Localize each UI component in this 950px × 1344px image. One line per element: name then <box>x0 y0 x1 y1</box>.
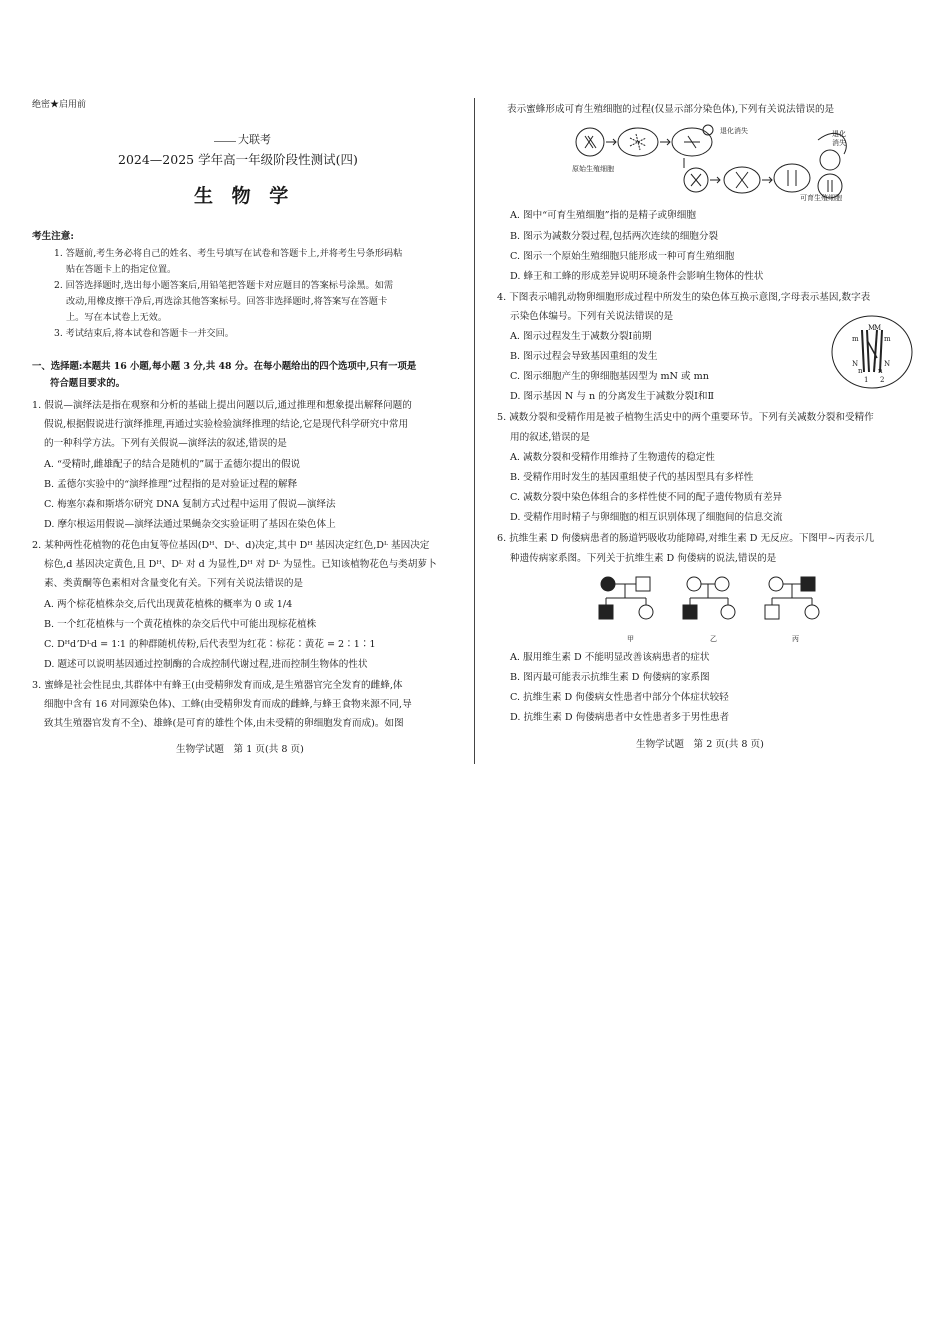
gene-label: m <box>852 335 859 343</box>
gene-label: M <box>868 324 876 332</box>
fig-label-fertile: 可育生殖细胞 <box>800 194 842 202</box>
q5-stem: 5. 减数分裂和受精作用是被子植物生活史中的两个重要环节。下列有关减数分裂和受精作 <box>497 412 874 423</box>
q2-stem: 2. 某种两性花植物的花色由复等位基因(Dᴴ、Dᴸ、d)决定,其中 Dᴴ 基因决定红色,Dᴸ 基因决定 <box>32 540 430 551</box>
gene-label: M <box>874 324 882 332</box>
section-heading: 一、选择题:本题共 16 小题,每小题 3 分,共 48 分。在每小题给出的四个选项中,只有一项是 <box>32 361 417 372</box>
notice-line: 上。写在本试卷上无效。 <box>66 312 168 323</box>
q1-option-d: D. 摩尔根运用假说—演绎法通过果蝇杂交实验证明了基因在染色体上 <box>44 519 336 530</box>
footer-left: 生物学试题 第 1 页(共 8 页) <box>176 744 304 755</box>
q3-option-b: B. 图示为减数分裂过程,包括两次连续的细胞分裂 <box>510 231 719 242</box>
q1-stem: 假说,根据假说进行演绎推理,再通过实验检验演绎推理的结论,它是现代科学研究中常用 <box>44 419 409 430</box>
q4-option-b: B. 图示过程会导致基因重组的发生 <box>510 351 658 362</box>
notice-line: 3. 考试结束后,将本试卷和答题卡一并交回。 <box>54 328 234 339</box>
q3-option-d: D. 蜂王和工蜂的形成差异说明环境条件会影响生物体的性状 <box>510 271 764 282</box>
meiosis-figure <box>568 120 860 202</box>
q4-stem: 示染色体编号。下列有关说法错误的是 <box>510 311 674 322</box>
q6-stem: 种遗传病家系图。下列关于抗维生素 D 佝偻病的说法,错误的是 <box>510 553 777 564</box>
q6-option-b: B. 图丙最可能表示抗维生素 D 佝偻病的家系图 <box>510 672 710 683</box>
q6-option-d: D. 抗维生素 D 佝偻病患者中女性患者多于男性患者 <box>510 712 730 723</box>
q4-stem: 4. 下图表示哺乳动物卵细胞形成过程中所发生的染色体互换示意图,字母表示基因,数字表 <box>497 292 871 303</box>
subject-title: 生 物 学 <box>194 185 295 207</box>
q1-stem: 的一种科学方法。下列有关假说—演绎法的叙述,错误的是 <box>44 438 287 449</box>
fig-label-degenerate-2: 退化消失 <box>832 130 846 147</box>
fig-label-degenerate-1: 退化消失 <box>720 127 748 135</box>
q2-stem: 棕色,d 基因决定黄色,且 Dᴴ、Dᴸ 对 d 为显性,Dᴴ 对 Dᴸ 为显性。已知该植物花色与类胡萝卜 <box>44 559 437 570</box>
q3-stem-cont: 表示蜜蜂形成可育生殖细胞的过程(仅显示部分染色体),下列有关说法错误的是 <box>507 104 835 115</box>
gene-label: m <box>884 335 891 343</box>
gene-label: N <box>852 360 859 368</box>
q3-stem: 致其生殖器官发育不全)、雄蜂(是可育的雄性个体,由未受精的卵细胞发育而成)。如图 <box>44 718 404 729</box>
q2-option-b: B. 一个红花植株与一个黄花植株的杂交后代中可能出现棕花植株 <box>44 619 317 630</box>
notice-line: 贴在答题卡上的指定位置。 <box>66 264 177 275</box>
pedigree-label-bing: 丙 <box>792 635 799 643</box>
q6-option-a: A. 服用维生素 D 不能明显改善该病患者的症状 <box>510 652 710 663</box>
notice-title: 考生注意: <box>32 231 74 242</box>
q1-option-c: C. 梅塞尔森和斯塔尔研究 DNA 复制方式过程中运用了假说—演绎法 <box>44 499 336 510</box>
q4-option-c: C. 图示细胞产生的卵细胞基因型为 mN 或 mn <box>510 371 709 382</box>
gene-label: N <box>884 360 891 368</box>
redaction-mark <box>214 141 236 142</box>
q3-option-a: A. 图中“可育生殖细胞”指的是精子或卵细胞 <box>510 210 696 221</box>
q3-option-c: C. 图示一个原始生殖细胞只能形成一种可育生殖细胞 <box>510 251 735 262</box>
gene-label: n <box>878 367 883 375</box>
q5-stem: 用的叙述,错误的是 <box>510 432 590 443</box>
alliance-title: 大联考 <box>238 133 271 146</box>
q5-option-c: C. 减数分裂中染色体组合的多样性使不同的配子遗传物质有差异 <box>510 492 783 503</box>
q1-stem: 1. 假说—演绎法是指在观察和分析的基础上提出问题以后,通过推理和想象提出解释问题的 <box>32 400 412 411</box>
notice-line: 1. 答题前,考生务必将自己的姓名、考生号填写在试卷和答题卡上,并将考生号条形码粘 <box>54 248 403 259</box>
pedigree-label-yi: 乙 <box>710 635 717 643</box>
section-heading-cont: 符合题目要求的。 <box>50 378 126 389</box>
fig-label-primordial: 原始生殖细胞 <box>572 165 614 173</box>
q2-option-a: A. 两个棕花植株杂交,后代出现黄花植株的概率为 0 或 1/4 <box>44 599 293 610</box>
pedigree-label-jia: 甲 <box>627 635 634 643</box>
q4-option-d: D. 图示基因 N 与 n 的分离发生于减数分裂Ⅰ和Ⅱ <box>510 391 715 402</box>
q3-stem: 细胞中含有 16 对同源染色体)、工蜂(由受精卵发育而成的雌蜂,与蜂王食物来源不同,导 <box>44 699 412 710</box>
chromosome-number: 2 <box>880 376 885 384</box>
q2-option-d: D. 题述可以说明基因通过控制酶的合成控制代谢过程,进而控制生物体的性状 <box>44 659 368 670</box>
q6-stem: 6. 抗维生素 D 佝偻病患者的肠道钙吸收功能障碍,对维生素 D 无反应。下图甲~丙表示几 <box>497 533 875 544</box>
q1-option-a: A. “受精时,雌雄配子的结合是随机的”属于孟德尔提出的假说 <box>44 459 301 470</box>
gene-label: n <box>858 367 863 375</box>
pedigree-figure <box>594 574 854 630</box>
q5-option-d: D. 受精作用时精子与卵细胞的相互识别体现了细胞间的信息交流 <box>510 512 783 523</box>
q1-option-b: B. 孟德尔实验中的“演绎推理”过程指的是对验证过程的解释 <box>44 479 298 490</box>
q5-option-a: A. 减数分裂和受精作用维持了生物遗传的稳定性 <box>510 452 715 463</box>
secret-label: 绝密★启用前 <box>32 100 87 110</box>
notice-line: 改动,用橡皮擦干净后,再选涂其他答案标号。回答非选择题时,将答案写在答题卡 <box>66 296 388 307</box>
chromosome-number: 1 <box>864 376 869 384</box>
column-divider <box>474 98 475 764</box>
q2-option-c: C. DᴴdʼDᴸd = 1∶1 的种群随机传粉,后代表型为红花∶棕花∶黄花 = 2∶1∶1 <box>44 639 376 650</box>
notice-line: 2. 回答选择题时,选出每小题答案后,用铅笔把答题卡对应题目的答案标号涂黑。如需 <box>54 280 394 291</box>
footer-right: 生物学试题 第 2 页(共 8 页) <box>636 739 764 750</box>
q2-stem: 素、类黄酮等色素相对含量变化有关。下列有关说法错误的是 <box>44 578 304 589</box>
q4-option-a: A. 图示过程发生于减数分裂Ⅰ前期 <box>510 331 652 342</box>
q5-option-b: B. 受精作用时发生的基因重组使子代的基因型具有多样性 <box>510 472 754 483</box>
q6-option-c: C. 抗维生素 D 佝偻病女性患者中部分个体症状较轻 <box>510 692 729 703</box>
q3-stem: 3. 蜜蜂是社会性昆虫,其群体中有蜂王(由受精卵发育而成,是生殖器官完全发育的雌蜂,体 <box>32 680 403 691</box>
exam-title: 2024—2025 学年高一年级阶段性测试(四) <box>118 152 358 167</box>
